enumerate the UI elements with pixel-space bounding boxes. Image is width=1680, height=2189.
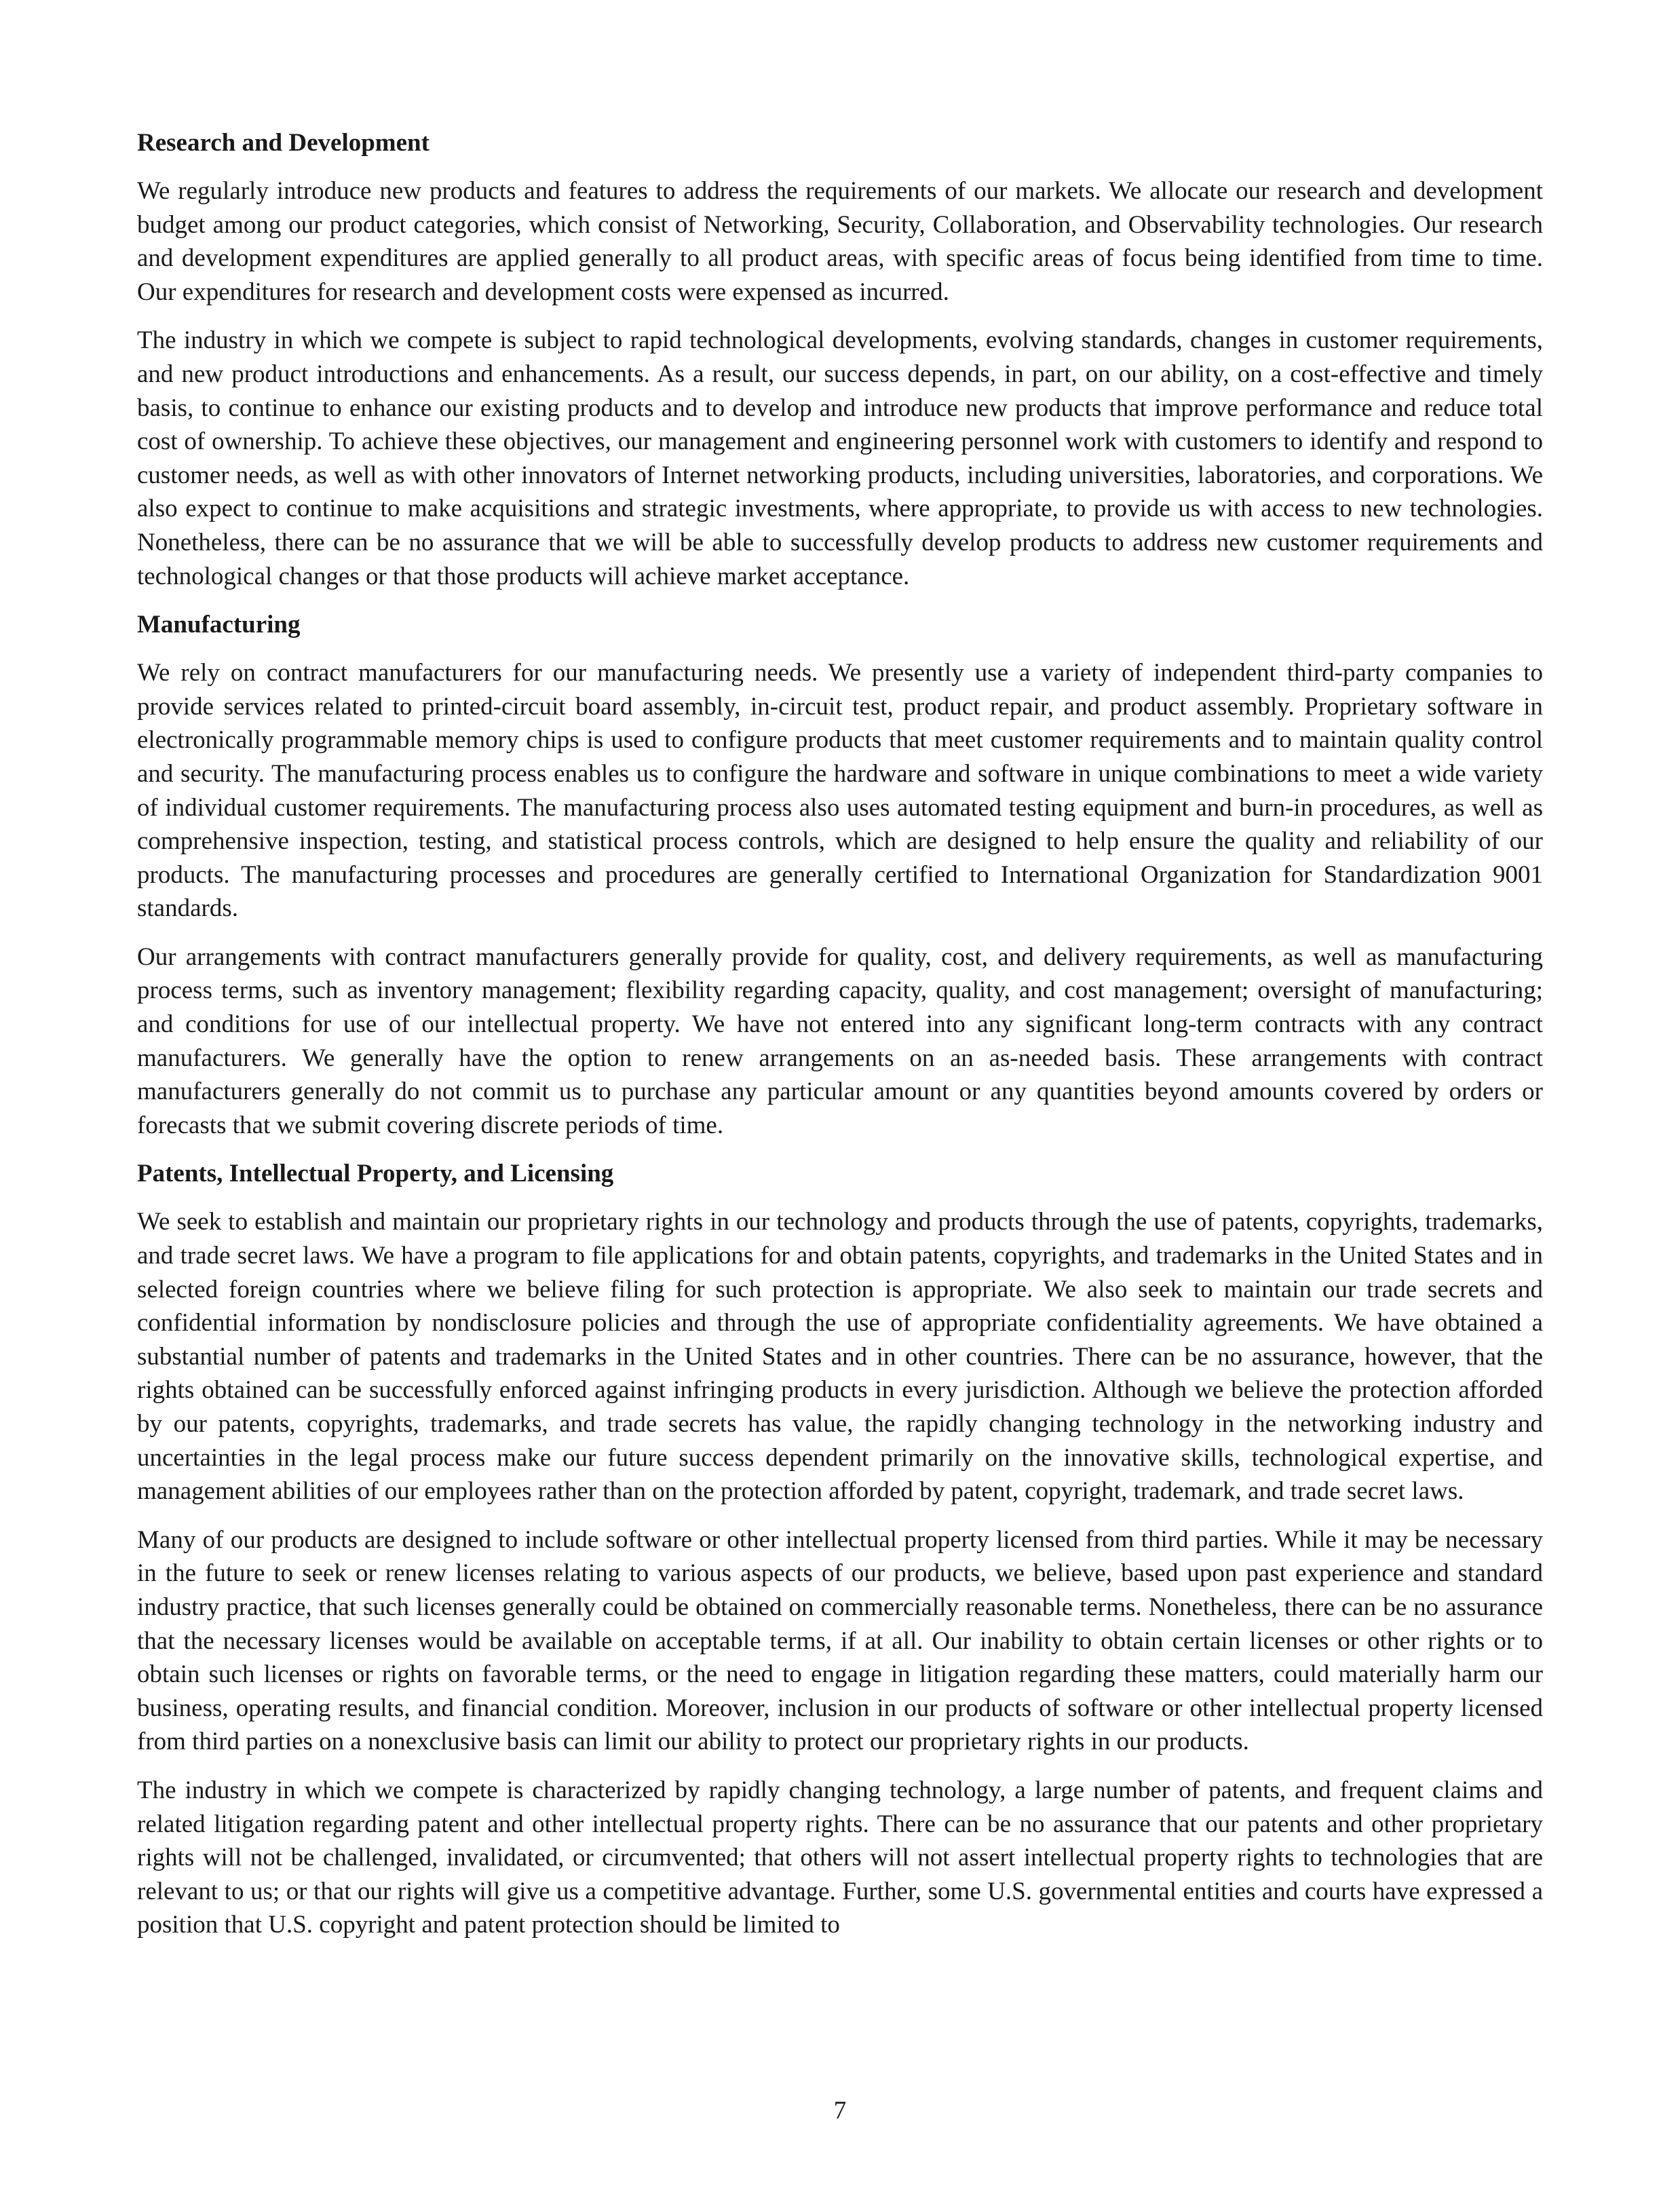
paragraph-research-2: The industry in which we compete is subject to rapid technological developments, evolving standards, changes in customer requirements, and new product introductions and enhancements. As a result, our success depends, in part, on our ability, on a cost-effective and timely basis, to continue to enhance our existing products and to develop and introduce new products that improve performance and reduce total cost of ownership. To achieve these objectives, our management and engineering personnel work with customers to identify and respond to customer needs, as well as with other innovators of Internet networking products, including universities, laboratories, and corporations. We also expect to continue to make acquisitions and strategic investments, where appropriate, to provide us with access to new technologies. Nonetheless, there can be no assurance that we will be able to successfully develop products to address new customer requirements and technological changes or that those products will achieve market acceptance. [137,326,1543,590]
paragraph-manufacturing-1: We rely on contract manufacturers for our manufacturing needs. We presently use a variety of independent third-party companies to provide services related to printed-circuit board assembly, in-circuit test, product repair, and product assembly. Proprietary software in electronically programmable memory chips is used to configure products that meet customer requirements and to maintain quality control and security. The manufacturing process enables us to configure the hardware and software in unique combinations to meet a wide variety of individual customer requirements. The manufacturing process also uses automated testing equipment and burn-in procedures, as well as comprehensive inspection, testing, and statistical process controls, which are designed to help ensure the quality and reliability of our products. The manufacturing processes and procedures are generally certified to International Organization for Standardization 9001 standards. [137,659,1543,923]
paragraph-patents-2: Many of our products are designed to include software or other intellectual property licensed from third parties. While it may be necessary in the future to seek or renew licenses relating to various aspects of our products, we believe, based upon past experience and standard industry practice, that such licenses generally could be obtained on commercially reasonable terms. Nonetheless, there can be no assurance that the necessary licenses would be available on acceptable terms, if at all. Our inability to obtain certain licenses or other rights or to obtain such licenses or rights on favorable terms, or the need to engage in litigation regarding these matters, could materially harm our business, operating results, and financial condition. Moreover, inclusion in our products of software or other intellectual property licensed from third parties on a nonexclusive basis can limit our ability to protect our proprietary rights in our products. [137,1525,1543,1756]
document-page [137,126,1543,1957]
paragraph-patents-3: The industry in which we compete is characterized by rapidly changing technology, a large number of patents, and frequent claims and related litigation regarding patent and other intellectual property rights. There can be no assurance that our patents and other proprietary rights will not be challenged, invalidated, or circumvented; that others will not assert intellectual property rights to technologies that are relevant to us; or that our rights will give us a competitive advantage. Further, some U.S. governmental entities and courts have expressed a position that U.S. copyright and patent protection should be limited to [137,1776,1543,1939]
section-heading-research-and-development: Research and Development [137,129,429,157]
paragraph-manufacturing-2: Our arrangements with contract manufacturers generally provide for quality, cost, and delivery requirements, as well as manufacturing process terms, such as inventory management; flexibility regarding capacity, quality, and cost management; oversight of manufacturing; and conditions for use of our intellectual property. We have not entered into any significant long-term contracts with any contract manufacturers. We generally have the option to renew arrangements on an as-needed basis. These arrangements with contract manufacturers generally do not commit us to purchase any particular amount or any quantities beyond amounts covered by orders or forecasts that we submit covering discrete periods of time. [137,943,1543,1139]
paragraph-research-1: We regularly introduce new products and features to address the requirements of our markets. We allocate our research and development budget among our product categories, which consist of Networking, Security, Collaboration, and Observability technologies. Our research and development expenditures are applied generally to all product areas, with specific areas of focus being identified from time to time. Our expenditures for research and development costs were expensed as incurred. [137,177,1543,306]
page-number: 7 [833,2097,847,2125]
section-heading-patents-ip-licensing: Patents, Intellectual Property, and Licensing [137,1160,614,1188]
section-heading-manufacturing: Manufacturing [137,611,301,639]
paragraph-patents-1: We seek to establish and maintain our proprietary rights in our technology and products through the use of patents, copyrights, trademarks, and trade secret laws. We have a program to file applications for and obtain patents, copyrights, and trademarks in the United States and in selected foreign countries where we believe filing for such protection is appropriate. We also seek to maintain our trade secrets and confidential information by nondisclosure policies and through the use of appropriate confidentiality agreements. We have obtained a substantial number of patents and trademarks in the United States and in other countries. There can be no assurance, however, that the rights obtained can be successfully enforced against infringing products in every jurisdiction. Although we believe the protection afforded by our patents, copyrights, trademarks, and trade secrets has value, the rapidly changing technology in the networking industry and uncertainties in the legal process make our future success dependent primarily on the innovative skills, technological expertise, and management abilities of our employees rather than on the protection afforded by patent, copyright, trademark, and trade secret laws. [137,1208,1543,1506]
